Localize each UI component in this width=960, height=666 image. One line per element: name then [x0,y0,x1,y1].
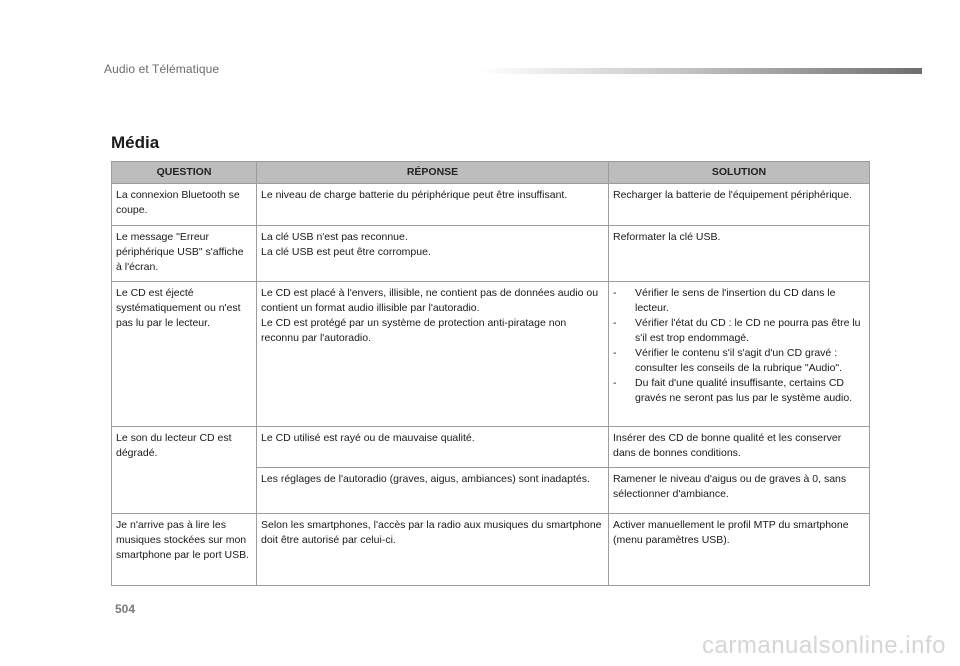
column-header-solution: SOLUTION [609,162,870,184]
solution-cell: Ramener le niveau d'aigus ou de graves à 0, sans sélectionner d'ambiance. [609,468,870,514]
question-cell: Je n'arrive pas à lire les musiques stockées sur mon smartphone par le port USB. [112,514,257,586]
column-header-question: QUESTION [112,162,257,184]
reponse-cell [257,514,609,586]
solution-cell: Insérer des CD de bonne qualité et les conserver dans de bonnes conditions. [609,427,870,468]
reponse-cell [257,184,609,226]
reponse-cell [257,226,609,282]
reponse-cell [257,282,609,427]
list-item-text: Vérifier l'état du CD : le CD ne pourra pas être lu s'il est trop endommagé. [635,317,861,344]
dash-bullet-icon: - [613,377,617,389]
watermark-text: carmanualsonline.info [702,632,946,659]
solution-cell [609,282,870,427]
solution-cell: Activer manuellement le profil MTP du smartphone (menu paramètres USB). [609,514,870,586]
table-header-row [112,162,870,184]
table-row [112,282,870,427]
list-item-text: Vérifier le contenu s'il s'agit d'un CD gravé : consulter les conseils de la rubrique "Audio". [635,347,843,374]
question-cell: La connexion Bluetooth se coupe. [112,184,257,226]
reponse-line: Le CD utilisé est rayé ou de mauvaise qualité. [261,432,475,444]
list-item [613,286,865,316]
reponse-line: Le CD est placé à l'envers, illisible, ne contient pas de données audio ou contient un format audio illisible par l'autoradio. [261,287,599,314]
solution-list [613,286,865,406]
question-cell: Le CD est éjecté systématiquement ou n'est pas lu par le lecteur. [112,282,257,427]
reponse-line: Les réglages de l'autoradio (graves, aigus, ambiances) sont inadaptés. [261,473,590,485]
list-item-text: Du fait d'une qualité insuffisante, certains CD gravés ne seront pas lus par le système audio. [635,377,853,404]
reponse-cell [257,468,609,514]
reponse-line: Le niveau de charge batterie du périphérique peut être insuffisant. [261,189,568,201]
table-row [112,226,870,282]
list-item-text: Vérifier le sens de l'insertion du CD dans le lecteur. [635,287,836,314]
running-header-title: Audio et Télématique [104,62,220,76]
question-cell: Le son du lecteur CD est dégradé. [112,427,257,514]
header-decorative-bar [480,68,922,74]
table-row [112,427,870,468]
dash-bullet-icon: - [613,317,617,329]
list-item [613,346,865,376]
reponse-line: La clé USB est peut être corrompue. [261,246,431,258]
solution-cell: Recharger la batterie de l'équipement périphérique. [609,184,870,226]
dash-bullet-icon: - [613,287,617,299]
list-item [613,376,865,406]
question-cell: Le message "Erreur périphérique USB" s'affiche à l'écran. [112,226,257,282]
reponse-line: Selon les smartphones, l'accès par la radio aux musiques du smartphone doit être autorisé par celui-ci. [261,519,602,546]
reponse-line: Le CD est protégé par un système de protection anti-piratage non reconnu par l'autoradio. [261,317,567,344]
table-row [112,514,870,586]
faq-table [111,161,870,586]
reponse-line: La clé USB n'est pas reconnue. [261,231,408,243]
reponse-cell [257,427,609,468]
table-row [112,184,870,226]
solution-cell: Reformater la clé USB. [609,226,870,282]
list-item [613,316,865,346]
section-title: Média [111,133,160,152]
dash-bullet-icon: - [613,347,617,359]
page-number: 504 [115,602,136,616]
column-header-reponse: RÉPONSE [257,162,609,184]
